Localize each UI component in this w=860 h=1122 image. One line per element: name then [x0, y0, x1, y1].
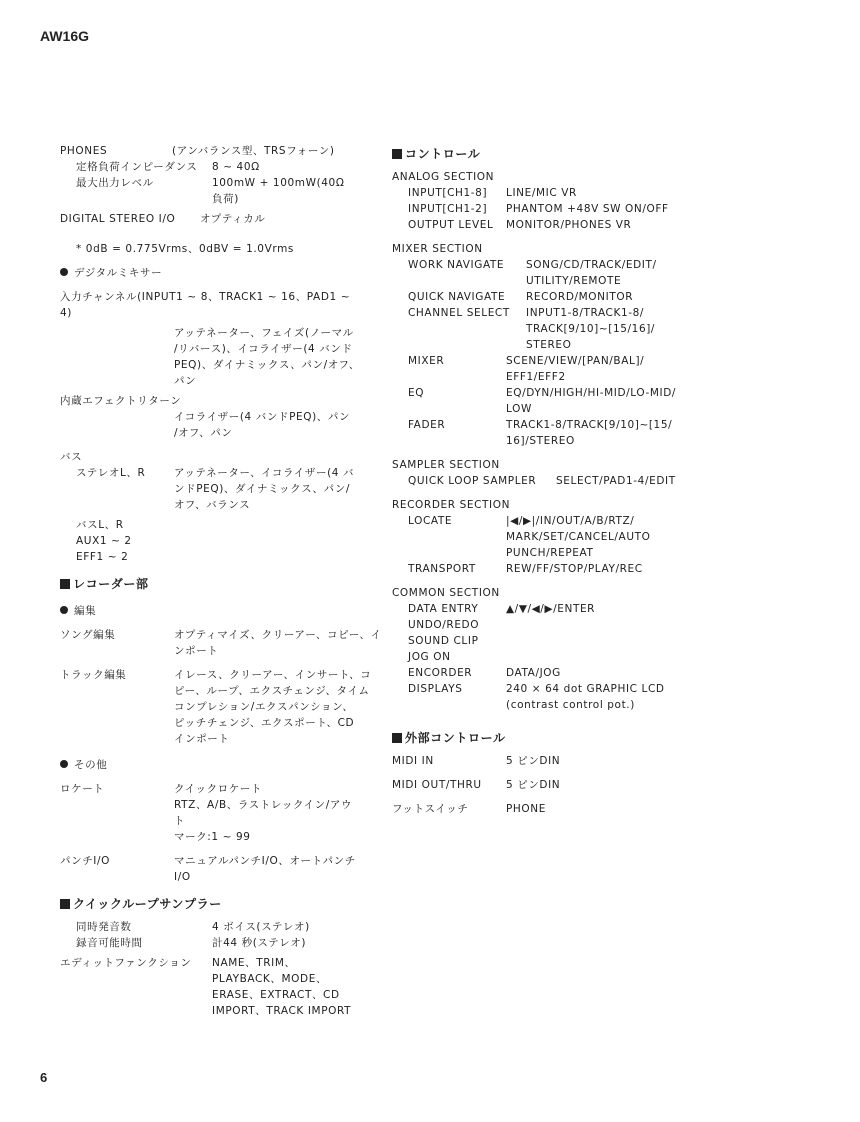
spec-value: |◀/▶|/IN/OUT/A/B/RTZ/	[506, 515, 635, 527]
spec-value: INPUT1-8/TRACK1-8/	[526, 307, 645, 319]
heading-text: クイックループサンプラー	[73, 897, 222, 911]
spec-row-work-nav	[392, 257, 712, 273]
spec-row-analog	[392, 185, 712, 201]
section-label: MIXER SECTION	[392, 243, 483, 255]
spec-label: CHANNEL SELECT	[408, 307, 510, 319]
spec-value: 100mW + 100mW(40Ω	[212, 177, 345, 189]
spec-row-analog	[392, 201, 712, 217]
spec-value: RTZ、A/B、ラストレックイン/アウ	[174, 799, 353, 811]
spec-value: STEREO	[526, 339, 572, 351]
spec-label: フットスイッチ	[392, 803, 469, 815]
heading-text: デジタルミキサー	[74, 267, 163, 279]
spec-row-polyphony	[60, 919, 380, 935]
spec-label: INPUT[CH1-8]	[408, 187, 488, 199]
spec-row-stereo	[60, 465, 380, 481]
spec-row-transport	[392, 561, 712, 577]
spec-value: RECORD/MONITOR	[526, 291, 634, 303]
spec-value: (contrast control pot.)	[506, 699, 635, 711]
spec-value: コンプレション/エクスパンション、	[174, 701, 354, 713]
spec-row-bus	[60, 449, 380, 465]
heading-text: コントロール	[405, 147, 481, 161]
spec-value: ピッチチェンジ、エクスポート、CD	[174, 717, 355, 729]
spec-label: OUTPUT LEVEL	[408, 219, 494, 231]
spec-label: 4)	[60, 307, 72, 319]
spec-value: 8 ~ 40Ω	[212, 161, 260, 173]
spec-label: FADER	[408, 419, 446, 431]
note	[60, 241, 380, 257]
spec-label: ENCORDER	[408, 667, 473, 679]
spec-row-ext	[392, 777, 712, 793]
square-bullet-icon	[60, 899, 70, 909]
spec-value: I/O	[174, 871, 191, 883]
spec-value: NAME、TRIM、	[212, 957, 296, 969]
spec-row-song-edit	[60, 627, 380, 643]
list-item: UNDO/REDO	[408, 619, 480, 631]
spec-row-input-ch-cont	[60, 305, 380, 321]
spec-label: DISPLAYS	[408, 683, 463, 695]
spec-value: 5 ピンDIN	[506, 779, 561, 791]
spec-label: 同時発音数	[76, 921, 132, 933]
square-bullet-icon	[60, 579, 70, 589]
spec-row-locate	[392, 513, 712, 529]
section-heading-sampler	[60, 893, 380, 915]
spec-label: 内蔵エフェクトリターン	[60, 395, 182, 407]
spec-value: ンドPEQ)、ダイナミックス、パン/	[174, 483, 350, 495]
spec-label: ロケート	[60, 783, 105, 795]
spec-value: SELECT/PAD1-4/EDIT	[556, 475, 676, 487]
spec-label: QUICK NAVIGATE	[408, 291, 506, 303]
subheading-other	[60, 757, 380, 773]
page-number: 6	[40, 1070, 48, 1085]
spec-value: (アンバランス型、TRSフォーン)	[172, 145, 335, 157]
right-column	[392, 143, 712, 817]
spec-value: 240 × 64 dot GRAPHIC LCD	[506, 683, 665, 695]
spec-value: PLAYBACK、MODE、	[212, 973, 328, 985]
spec-row-digital	[60, 211, 380, 227]
spec-value: 計44 秒(ステレオ)	[212, 937, 307, 949]
spec-label: PHONES	[60, 145, 108, 157]
spec-value: TRACK[9/10]~[15/16]/	[526, 323, 656, 335]
spec-value: MONITOR/PHONES VR	[506, 219, 632, 231]
spec-value: UTILITY/REMOTE	[526, 275, 622, 287]
spec-row-ch-select	[392, 305, 712, 321]
spec-value: REW/FF/STOP/PLAY/REC	[506, 563, 643, 575]
spec-label: ステレオL、R	[76, 467, 146, 479]
spec-label: MIDI OUT/THRU	[392, 779, 482, 791]
spec-row-quick-nav	[392, 289, 712, 305]
spec-row-fx-return	[60, 393, 380, 409]
spec-label: WORK NAVIGATE	[408, 259, 505, 271]
spec-label: パンチI/O	[60, 855, 110, 867]
bullet-icon	[60, 606, 68, 614]
spec-value: DATA/JOG	[506, 667, 561, 679]
spec-value: 負荷)	[212, 193, 239, 205]
spec-value: イレース、クリーアー、インサート、コ	[174, 669, 372, 681]
spec-label: MIDI IN	[392, 755, 434, 767]
spec-row-maxout-cont	[60, 191, 380, 207]
spec-label: DIGITAL STEREO I/O	[60, 213, 176, 225]
heading-text: レコーダー部	[73, 577, 149, 591]
spec-row-ext	[392, 801, 712, 817]
spec-label: 入力チャンネル(INPUT1 ~ 8、TRACK1 ~ 16、PAD1 ~	[60, 291, 351, 303]
spec-label: DATA ENTRY	[408, 603, 479, 615]
subheading-edit	[60, 603, 380, 619]
section-label: COMMON SECTION	[392, 587, 500, 599]
spec-label: エディットファンクション	[60, 957, 192, 969]
spec-value: LINE/MIC VR	[506, 187, 577, 199]
spec-row-fader	[392, 417, 712, 433]
spec-value: EFF1/EFF2	[506, 371, 566, 383]
spec-row-data-entry	[392, 601, 712, 617]
spec-row-mixer	[392, 353, 712, 369]
spec-label: INPUT[CH1-2]	[408, 203, 488, 215]
spec-value: ト	[174, 815, 186, 827]
spec-value: 16]/STEREO	[506, 435, 575, 447]
spec-value: PUNCH/REPEAT	[506, 547, 594, 559]
spec-label: バス	[60, 451, 83, 463]
section-heading-controls	[392, 143, 712, 165]
spec-row-punch	[60, 853, 380, 869]
spec-label: TRANSPORT	[408, 563, 476, 575]
section-heading-external	[392, 727, 712, 749]
spec-label: 定格負荷インピーダンス	[76, 161, 198, 173]
spec-value: ンポート	[174, 645, 219, 657]
spec-value: 4 ボイス(ステレオ)	[212, 921, 310, 933]
spec-row-locate	[60, 781, 380, 797]
spec-label: MIXER	[408, 355, 445, 367]
section-heading-recorder	[60, 573, 380, 595]
heading-text: その他	[74, 759, 108, 771]
spec-label: EQ	[408, 387, 425, 399]
square-bullet-icon	[392, 733, 402, 743]
spec-value: オプティマイズ、クリーアー、コピー、イ	[174, 629, 382, 641]
spec-value: オプティカル	[200, 213, 266, 225]
spec-value: PHANTOM +48V SW ON/OFF	[506, 203, 669, 215]
spec-value: マーク:1 ~ 99	[174, 831, 251, 843]
spec-label: 録音可能時間	[76, 937, 143, 949]
spec-row-maxout	[60, 175, 380, 191]
spec-label: トラック編集	[60, 669, 127, 681]
spec-row-track-edit	[60, 667, 380, 683]
spec-value: TRACK1-8/TRACK[9/10]~[15/	[506, 419, 673, 431]
list-item: SOUND CLIP	[408, 635, 479, 647]
heading-text: 編集	[74, 605, 97, 617]
spec-row-encoder	[392, 665, 712, 681]
spec-value: EQ/DYN/HIGH/HI-MID/LO-MID/	[506, 387, 677, 399]
spec-value: パン	[174, 375, 197, 387]
spec-value: 5 ピンDIN	[506, 755, 561, 767]
spec-value: IMPORT、TRACK IMPORT	[212, 1005, 352, 1017]
spec-row-phones	[60, 143, 380, 159]
spec-value: オフ、バランス	[174, 499, 251, 511]
spec-value: PHONE	[506, 803, 546, 815]
spec-value: ピー、ループ、エクスチェンジ、タイム	[174, 685, 370, 697]
spec-row-impedance	[60, 159, 380, 175]
spec-value: LOW	[506, 403, 532, 415]
spec-value: PEQ)、ダイナミックス、パン/オフ、	[174, 359, 360, 371]
spec-value: SCENE/VIEW/[PAN/BAL]/	[506, 355, 645, 367]
spec-value: インポート	[174, 733, 230, 745]
list-item: バスL、R	[76, 519, 124, 531]
spec-row-ext	[392, 753, 712, 769]
section-label: RECORDER SECTION	[392, 499, 511, 511]
list-item: JOG ON	[408, 651, 451, 663]
left-column	[60, 143, 380, 1019]
spec-value: ERASE、EXTRACT、CD	[212, 989, 340, 1001]
note-text: * 0dB = 0.775Vrms、0dBV = 1.0Vrms	[76, 243, 294, 255]
spec-value: マニュアルパンチI/O、オートパンチ	[174, 855, 356, 867]
spec-row-rectime	[60, 935, 380, 951]
spec-label: QUICK LOOP SAMPLER	[408, 475, 537, 487]
spec-row-eq	[392, 385, 712, 401]
spec-label: LOCATE	[408, 515, 453, 527]
spec-row-editfunc	[60, 955, 380, 971]
square-bullet-icon	[392, 149, 402, 159]
spec-label: ソング編集	[60, 629, 116, 641]
spec-row-analog	[392, 217, 712, 233]
spec-value: イコライザー(4 バンドPEQ)、パン	[174, 411, 351, 423]
spec-value: アッテネーター、イコライザー(4 バ	[174, 467, 355, 479]
spec-value: クイックロケート	[174, 783, 263, 795]
spec-row-qls	[392, 473, 712, 489]
spec-value: アッテネーター、フェイズ(ノーマル	[174, 327, 354, 339]
list-item: EFF1 ~ 2	[76, 551, 129, 563]
spec-row-input-ch	[60, 289, 380, 305]
spec-row-displays	[392, 681, 712, 697]
model-name: AW16G	[40, 28, 90, 44]
section-heading-digital-mixer	[60, 265, 380, 281]
spec-value: /オフ、パン	[174, 427, 233, 439]
list-item: AUX1 ~ 2	[76, 535, 132, 547]
spec-value: SONG/CD/TRACK/EDIT/	[526, 259, 657, 271]
section-label: ANALOG SECTION	[392, 171, 495, 183]
heading-text: 外部コントロール	[405, 731, 506, 745]
bullet-icon	[60, 268, 68, 276]
spec-label: 最大出力レベル	[76, 177, 154, 189]
spec-value: ▲/▼/◀/▶/ENTER	[506, 603, 596, 615]
bullet-icon	[60, 760, 68, 768]
spec-value: MARK/SET/CANCEL/AUTO	[506, 531, 651, 543]
spec-value: /リバース)、イコライザー(4 バンド	[174, 343, 353, 355]
section-label: SAMPLER SECTION	[392, 459, 500, 471]
